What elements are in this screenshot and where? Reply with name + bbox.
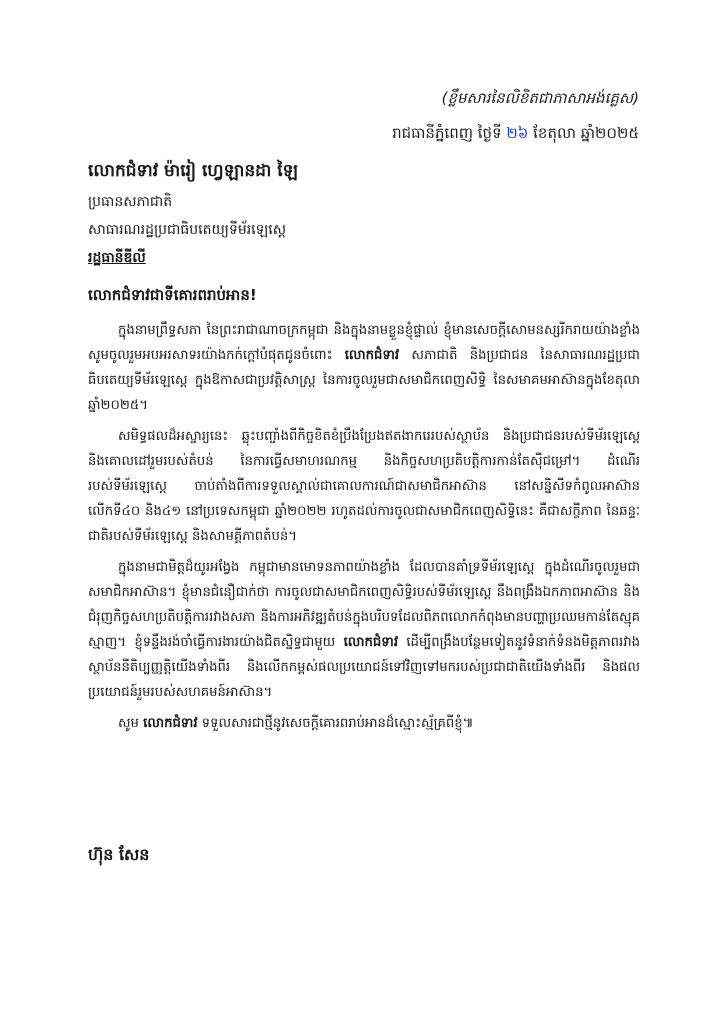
paragraph-1-bold: លោកជំទាវ xyxy=(344,348,400,363)
paragraph-1-text-b: សភាជាតិ និងប្រជាជន នៃសាធារណរដ្ឋប្រជាធិបតេយ្យទីម័រឡេស្តេ ក្នុងឱកាសជាប្រវត្តិសាស្ត្រ នៃការចូលរួមជាសមាជិកពេញសិទ្ធិ នៃសមាគមអាស៊ានក្នុងខែតុលា ឆ្នាំ២០២៥។ xyxy=(88,348,640,413)
paragraph-3-text-a: ក្នុងនាមជាមិត្តដ៏យូរអង្វែង កម្ពុជាមានមោទនភាពយ៉ាងខ្លាំង ដែលបានគាំទ្រទីម័រឡេស្តេ ក្នុងដំណើរចូលរួមជាសមាជិកអាស៊ាន។ ខ្ញុំមានជំនឿជាក់ថា ការចូលជាសមាជិកពេញសិទ្ធិរបស់ទីម័រឡេស្តេ នឹងពង្រឹងឯកភាពអាស៊ាន និងជំរុញកិច្ចសហប្រតិបត្តិការរវាងសភា និងការអភិវឌ្ឍតំបន់ក្នុងបរិបទដែលពិភពលោកកំពុងមានបញ្ហាប្រឈមកាន់តែស្មុគស្មាញ។ ខ្ញុំទន្ទឹងរង់ចាំធ្វើការងារយ៉ាងជិតស្និទ្ធជាមួយ xyxy=(88,560,640,650)
dateline-suffix: ខែតុលា ឆ្នាំ២០២៥ xyxy=(533,124,639,142)
closing-bold: លោកជំទាវ xyxy=(143,716,198,731)
salutation: លោកជំទាវជាទីគោរពរាប់អាន! xyxy=(88,286,257,304)
recipient-name: លោកជំទាវ ម៉ារៀ ហ្វេឡានដា ឡៃ xyxy=(88,161,299,181)
paragraph-1 xyxy=(88,318,640,418)
closing-text-a: សូម xyxy=(118,716,139,731)
translation-note: (ខ្លឹមសារនៃលិខិតជាភាសាអង់គ្លេស) xyxy=(441,89,639,107)
recipient-title: ប្រធានសភាជាតិ xyxy=(88,194,173,210)
letter-body xyxy=(88,318,640,736)
dateline-prefix: រាជធានីភ្នំពេញ ថ្ងៃទី xyxy=(392,124,502,142)
dateline xyxy=(392,124,639,146)
recipient-city: រដ្ឋធានីឌីលី xyxy=(88,250,146,266)
closing-text-b: ទទួលសារជាថ្មីនូវសេចក្តីគោរពរាប់អានដ៏ស្មោះស្ម័គ្រពីខ្ញុំ៕ xyxy=(201,716,474,731)
paragraph-3-bold: លោកជំទាវ xyxy=(343,635,399,650)
paragraph-1-text-a: ក្នុងនាមព្រឹទ្ធសភា នៃព្រះរាជាណាចក្រកម្ពុជា និងក្នុងនាមខ្លួនខ្ញុំផ្ទាល់ ខ្ញុំមានសេចក្តីសោមនស្សរីករាយយ៉ាងខ្លាំង សូមចូលរួមអបអរសាទរយ៉ាងកក់ក្តៅបំផុតជូនចំពោះ xyxy=(88,323,640,363)
dateline-day: ២៦ xyxy=(506,124,529,142)
signature-name: ហ៊ុន សែន xyxy=(88,845,150,864)
closing-line xyxy=(88,711,640,736)
paragraph-2 xyxy=(88,424,640,549)
recipient-block xyxy=(88,160,648,269)
paragraph-2-text: សមិទ្ធផលដ៏អស្ចារ្យនេះ ឆ្លុះបញ្ចាំងពីកិច្ចខិតខំប្រឹងប្រែងឥតងាករេរបស់ស្ថាប័ន និងប្រជាជនរបស់ទីម័រឡេស្តេ និងគោលដៅរួមរបស់តំបន់ នៃការធ្វើសមាហរណកម្ម និងកិច្ចសហប្រតិបត្តិការកាន់តែស៊ីជម្រៅ។ ដំណើររបស់ទីម័រឡេស្តេ ចាប់តាំងពីការទទួលស្គាល់ជាគោលការណ៍ជាសមាជិកអាស៊ាន នៅសន្និសីទកំពូលអាស៊ានលើកទី៤០ និង៤១ នៅប្រទេសកម្ពុជា ឆ្នាំ២០២២ រហូតដល់ការចូលជាសមាជិកពេញសិទ្ធិនេះ គឺជាសក្ខីភាព នៃឆន្ទៈជាតិរបស់ទីម័រឡេស្តេ និងសាមគ្គីភាពតំបន់។ xyxy=(88,429,640,544)
paragraph-3-text-b: ដើម្បីពង្រឹងបន្ថែមទៀតនូវទំនាក់ទំនងមិត្តភាពរវាងស្ថាប័ននីតិប្បញ្ញត្តិយើងទាំងពីរ និងលើកកម្ពស់ផលប្រយោជន៍ទៅវិញទៅមករបស់ប្រជាជាតិយើងទាំងពីរ និងផលប្រយោជន៍រួមរបស់សហគមន៍អាស៊ាន។ xyxy=(88,635,640,700)
recipient-org: សាធារណរដ្ឋប្រជាធិបតេយ្យទីម័រឡេស្តេ xyxy=(88,222,287,238)
paragraph-3 xyxy=(88,555,640,705)
